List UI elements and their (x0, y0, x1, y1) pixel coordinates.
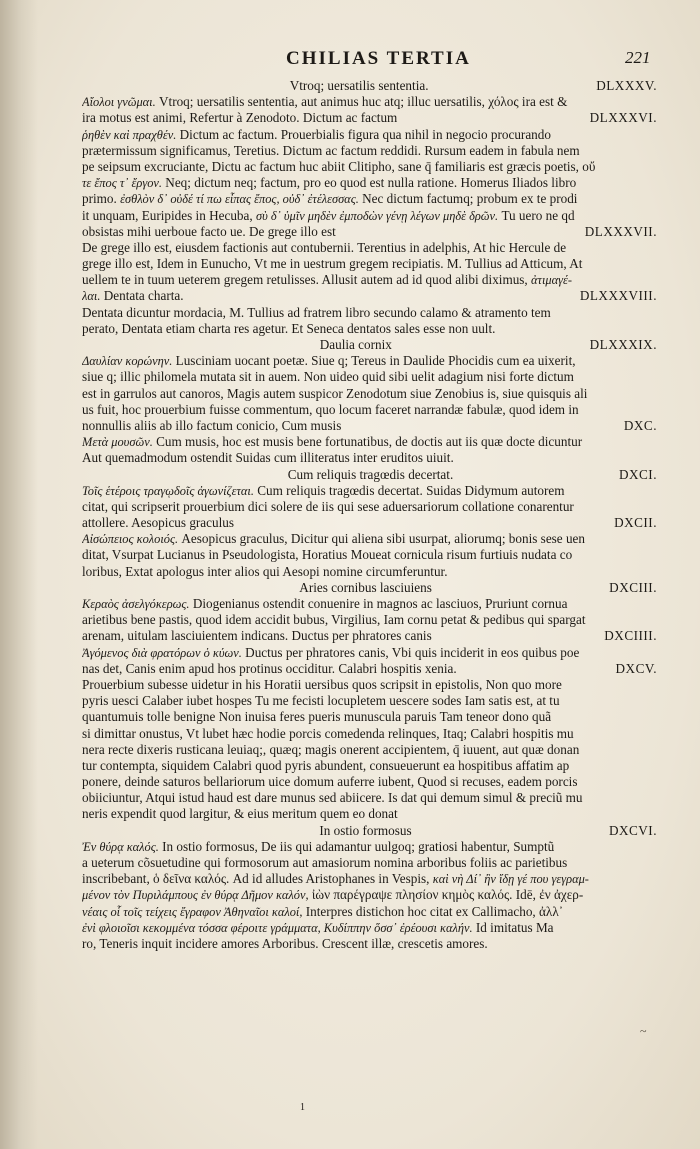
latin-text: us fuit, hoc prouerbium fuisse commentum, quo locum faceret narrandæ fabulæ, quod idem in (82, 401, 579, 417)
latin-text: ἰὼν παρέγραψε πλησίον κημὸς καλός. Idē, ἐν ἀχερ- (311, 887, 584, 903)
line-body (82, 288, 184, 304)
latin-text: a ueterum cõsuetudine qui formosorum aut amasiorum nomina arboribus foliis ac parietibus (82, 855, 568, 870)
latin-text: est in garrulos aut canoros, Magis autem suspicor Zenodotum siue Zenobius is, siue quisquis ali (82, 385, 588, 401)
latin-text: nonnullis aliis ab illo factum conicio, (82, 417, 279, 433)
text-line (82, 693, 657, 709)
latin-text: citat, qui scripserit prouerbium dici solere de iis qui sese aduersariorum collatione conarentur (82, 498, 574, 514)
latin-text: Nec dictum factumq; probum ex te prodi (362, 191, 578, 207)
latin-text: arenam, uitulam lasciuientem indicans. (82, 628, 289, 644)
line-body (82, 418, 341, 434)
adage-lemma: Cum musis (281, 417, 342, 433)
text-line (82, 321, 657, 337)
line-body (82, 580, 609, 596)
latin-text: obiiciuntur, Atqui istud haud est dare munus sed abiicere. Is dat qui demum simul & preciũ mu (82, 790, 583, 806)
latin-text: Cum reliquis tragœdis decertat. Suidas Didymum autorem (257, 482, 565, 498)
greek-phrase: Μετὰ μουσῶν. (82, 435, 153, 450)
text-line (82, 240, 657, 256)
latin-text: pyris uesci Calaber iubet hospes Tu me fecisti locupletem uescere sodes Iam satis est, at tu (82, 693, 560, 709)
text-line (82, 887, 657, 903)
greek-phrase: μένον τὸν Πυριλάμπους ἐν θύρᾳ Δῆμον καλόν, (82, 888, 309, 903)
latin-text: Vtroq; uersatilis sententia, aut animus huc atq; illuc uersatilis, χόλος ira est & (159, 94, 568, 110)
greek-phrase: Ἐν θύρᾳ καλός. (82, 839, 159, 854)
latin-text: ro, Teneris inquit incidere amores Arboribus. Crescent illæ, crescetis amores. (82, 935, 488, 951)
adage-lemma: Ductus per phratores canis (291, 628, 432, 644)
latin-text: loribus, Extat apologus inter alios qui Aesopi nomine circumferuntur. (82, 563, 448, 579)
adage-number: DXC. (623, 417, 657, 433)
text-line (82, 790, 657, 806)
latin-text: Aut quemadmodum ostendit Suidas cum illiteratus inter eruditos uiuit. (82, 450, 454, 466)
text-line (82, 127, 657, 143)
text-line (82, 450, 657, 466)
greek-phrase: καὶ νὴ Δί᾽ ἢν ἴδῃ γέ που γεγραμ- (432, 872, 589, 887)
latin-text: Cum musis, hoc est musis bene fortunatibus, de doctis aut iis quæ docte dicuntur (156, 434, 583, 450)
latin-text: Diogenianus ostendit conuenire in magnos ac lasciuos, Pruriunt cornua (192, 596, 568, 611)
latin-text: Id imitatus Ma (475, 919, 554, 935)
latin-text: Dentata dicuntur mordacia, M. Tullius ad fratrem libro secundo calamo & atramento tem (82, 304, 551, 320)
text-line (82, 645, 657, 661)
text-line (82, 191, 657, 207)
text-line (82, 78, 657, 94)
text-line (82, 110, 657, 126)
latin-text: ira motus est animi, Refertur à Zenodoto. (82, 110, 300, 126)
latin-text: arietibus bene pastis, quod idem accidit bubus, Virgilius, Iam cornu petat & pedibus qui spargat (82, 612, 586, 628)
adage-lemma: Aries cornibus lasciuiens (299, 579, 432, 595)
latin-text: primo. (82, 191, 117, 207)
greek-phrase: σὺ δ᾽ ὑμῖν μηδὲν ἐμποδὼν γένῃ λέγων μηδὲ δρῶν. (255, 208, 499, 223)
adage-lemma: Dictum ac factum (302, 110, 398, 126)
adage-number: DXCI. (618, 466, 657, 482)
latin-text: nas det, Canis enim apud hos protinus occiditur. (82, 660, 336, 676)
text-line (82, 904, 657, 920)
latin-text: pe seipsum excruciante, Dictu ac factum huc abiit Clitipho, sane q̄ familiaris est græcis poetis, οὔ (82, 158, 596, 174)
text-line (82, 871, 657, 887)
latin-text: Tu uero ne qd (501, 207, 575, 223)
text-line (82, 418, 657, 434)
greek-phrase: Ἀγόμενος διὰ φρατόρων ὁ κύων. (82, 645, 242, 660)
greek-phrase: Δαυλίαν κορώνην. (82, 354, 173, 369)
text-line (82, 353, 657, 369)
latin-text: ponere, deinde saturos bellariorum uice domum auferre iubent, Quod si recuses, eadem porcis (82, 774, 578, 790)
latin-text: Neq; dictum neq; factum, pro eo quod est nulla ratione. Homerus Iliados libro (165, 175, 577, 191)
latin-text: ditat, Vsurpat Lucianus in Pseudologista, Horatius Moueat cornicula risum furtiuis nudata co (82, 547, 573, 563)
text-line (82, 742, 657, 758)
line-body (82, 515, 234, 531)
latin-text: grege illo est, Idem in Eunucho, Vt me in uestrum gregem recipiatis. M. Tullius ad Atticum, At (82, 256, 583, 272)
text-line (82, 224, 657, 240)
text-line (82, 596, 657, 612)
text-line (82, 483, 657, 499)
text-line (82, 467, 657, 483)
greek-phrase: Αἴολοι γνῶμαι. (82, 95, 156, 110)
text-line (82, 920, 657, 936)
text-line (82, 774, 657, 790)
text-line (82, 337, 657, 353)
text-line (82, 580, 657, 596)
margin-mark: ~ (640, 1024, 647, 1038)
signature-mark: 1 (300, 1102, 305, 1113)
text-line (82, 531, 657, 547)
running-title: CHILIAS TERTIA (286, 48, 471, 69)
text-line (82, 839, 657, 855)
text-line (82, 175, 657, 191)
adage-number: DXCIIII. (604, 628, 657, 644)
latin-text: si dimittar onustus, Vt lubet hæc hodie porcis comedenda relinques, Itaq; Calabri hospitis mu (82, 725, 574, 741)
text-line (82, 369, 657, 385)
text-line (82, 628, 657, 644)
adage-number: DLXXXIX. (589, 337, 657, 352)
text-line (82, 806, 657, 822)
greek-phrase: νέαις οἷ τοῖς τείχεις ἔγραφον Ἀθηναῖοι καλοί, (82, 904, 303, 919)
adage-number: DXCV. (615, 660, 657, 676)
line-body (82, 110, 397, 126)
text-line (82, 823, 657, 839)
adage-number: DXCVI. (608, 822, 657, 838)
line-body (82, 78, 596, 94)
text-line (82, 677, 657, 693)
text-line (82, 143, 657, 159)
line-body (82, 661, 457, 677)
line-body (82, 628, 432, 644)
latin-text: Aesopicus graculus, Dicitur qui aliena sibi usurpat, aliorumq; bonis sese uen (181, 531, 585, 547)
greek-phrase: τε ἔπος τ᾽ ἔργον. (82, 176, 162, 191)
text-line (82, 515, 657, 531)
latin-text: Ductus per phratores canis, Vbi quis inciderit in eos quibus poe (245, 644, 580, 660)
text-line (82, 402, 657, 418)
adage-lemma: Dentata charta. (103, 288, 184, 304)
greek-phrase: λαι. (82, 289, 101, 304)
latin-text: perato, Dentata etiam charta res agetur. Et Seneca dentatos sales esse non uult. (82, 320, 496, 336)
adage-lemma: Cum reliquis tragœdis decertat. (287, 466, 454, 482)
text-line (82, 434, 657, 450)
line-body (82, 467, 619, 483)
latin-text: inscribebant, ὁ δεῖνα καλός. Ad id alludes Aristophanes in Vespis, (82, 871, 430, 887)
greek-phrase: ῥηθὲν καὶ πραχθέν. (82, 127, 177, 142)
latin-text: uellem te in tuum ueterem gregem retulisses. Allusit autem ad id quod alibi diximus, (82, 272, 528, 288)
latin-text: siue q; illic philomela mutata sit in auem. Non uideo quid sibi uelit adagium nisi forte dictum (82, 369, 574, 385)
latin-text: Dictum ac factum. Prouerbialis figura qua nihil in negocio procurando (179, 126, 551, 142)
text-block (82, 78, 657, 952)
adage-lemma: Vtroq; uersatilis sententia. (289, 78, 429, 93)
latin-text: De grege illo est, eiusdem factionis aut contubernii. Terentius in adelphis, At hic Hercule de (82, 239, 567, 255)
greek-phrase: Τοῖς ἑτέροις τραγῳδοῖς ἀγωνίζεται. (82, 483, 254, 498)
adage-number: DLXXXVIII. (579, 288, 657, 304)
text-line (82, 661, 657, 677)
line-body (82, 823, 609, 839)
latin-text: obsistas mihi uerboue facto ue. (82, 223, 246, 239)
line-body (82, 337, 590, 353)
text-line (82, 612, 657, 628)
latin-text: nera recte dixeris rusticana leuiaq;, quæq; magis onerent accipientem, q̄ iuuent, aut quæ donan (82, 741, 580, 757)
adage-number: DLXXXVI. (589, 110, 657, 126)
adage-lemma: Aesopicus graculus (131, 515, 234, 531)
latin-text: it unquam, Euripides in Hecuba, (82, 207, 253, 223)
adage-number: DXCII. (614, 515, 657, 531)
adage-lemma: Calabri hospitis xenia. (338, 660, 457, 676)
text-line (82, 386, 657, 402)
adage-lemma: De grege illo est (249, 223, 336, 239)
text-line (82, 208, 657, 224)
latin-text: Lusciniam uocant poetæ. Siue q; Tereus in Daulide Phocidis cum ea uixerit, (175, 353, 576, 369)
text-line (82, 94, 657, 110)
greek-phrase: Αἰσώπειος κολοιός. (82, 532, 179, 547)
adage-lemma: Daulia cornix (319, 337, 392, 352)
text-line (82, 272, 657, 288)
latin-text: quantumuis tolle benigne Non inuisa feres pueris munuscula paruis Tam teneor dono quã (82, 709, 552, 725)
latin-text: prætermissum significamus, Teretius. Dictum ac factum reddidi. Rursum eadem in fabula nem (82, 142, 580, 158)
text-line (82, 936, 657, 952)
text-line (82, 726, 657, 742)
adage-number: DXCIII. (609, 579, 657, 595)
greek-phrase: Κεραὸς ἀσελγόκερως. (82, 597, 190, 611)
text-line (82, 547, 657, 563)
text-line (82, 305, 657, 321)
latin-text: attollere. (82, 515, 129, 531)
latin-text: In ostio formosus, De iis qui adamantur uulgoq; gratiosi habentur, Sumptũ (162, 838, 555, 854)
adage-number: DLXXXVII. (584, 223, 657, 239)
latin-text: Prouerbium subesse uidetur in his Horatii uersibus quos scripsit in epistolis, Non quo more (82, 676, 562, 692)
text-line (82, 499, 657, 515)
greek-phrase: ἐσθλὸν δ᾽ οὐδέ τί πω εἶπας ἔπος, οὐδ᾽ ἐτέλεσσας. (120, 192, 359, 207)
text-line (82, 564, 657, 580)
text-line (82, 855, 657, 871)
text-line (82, 256, 657, 272)
page-number: 221 (625, 48, 651, 67)
latin-text: tur contempta, siquidem Calabri quod pyris abundent, consueuerunt ea hospitibus affatim ap (82, 757, 570, 773)
text-line (82, 159, 657, 175)
text-line (82, 288, 657, 304)
latin-text: Interpres distichon hoc citat ex Callimacho, ἀλλ᾽ (305, 903, 564, 919)
adage-number: DLXXXV. (596, 78, 657, 93)
line-body (82, 224, 336, 240)
text-line (82, 758, 657, 774)
greek-phrase: ἐνὶ φλοιοῖσι κεκομμένα τόσσα φέροιτε γράμματα, Κυδίππην ὅσσ᾽ ἐρέουσι καλήν. (82, 920, 473, 935)
gutter-shadow (0, 0, 38, 1149)
latin-text: neris expendit quod largitur, & eius meritum quem eo donat (82, 806, 398, 822)
text-line (82, 709, 657, 725)
greek-phrase: ἀτιμαγέ- (531, 273, 573, 288)
adage-lemma: In ostio formosus (319, 822, 412, 838)
